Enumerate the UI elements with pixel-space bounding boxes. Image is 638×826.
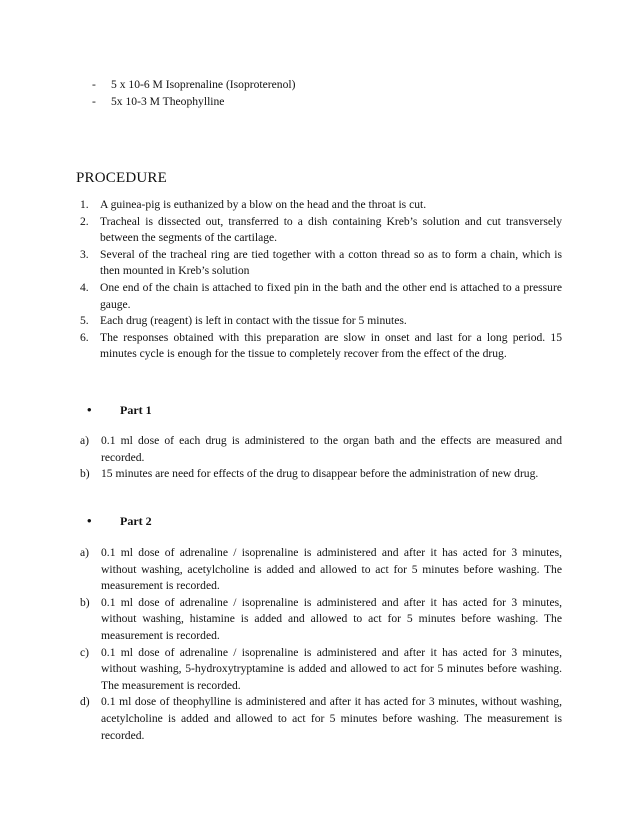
item-text: 0.1 ml dose of adrenaline / isoprenaline is administered and after it has acted for 3 minutes, without washing, 5-hydroxytryptamine is added and allowed to act for 5 minutes before washing. The measurement is recorded. [101,645,562,692]
part2-title: Part 2 [120,513,152,528]
item-text: 0.1 ml dose of each drug is administered to the organ bath and the effects are measured and recorded. [101,434,562,464]
procedure-step [80,330,562,363]
part1-item [80,433,562,466]
step-number: 3. [80,247,89,261]
step-text: Tracheal is dissected out, transferred to a dish containing Kreb’s solution and cut transversely between the segments of the cartilage. [100,214,562,245]
procedure-steps [80,197,562,363]
step-text: One end of the chain is attached to fixed pin in the bath and the other end is attached to a pressure gauge. [100,280,562,311]
part2-item [80,694,562,744]
procedure-step [80,313,562,330]
reagent-text: 5x 10-3 M Theophylline [111,95,225,108]
part2-item [80,595,562,645]
item-letter: a) [80,434,90,447]
item-letter: d) [80,695,90,709]
step-text: Several of the tracheal ring are tied together with a cotton thread so as to form a chain, which is then mounted in Kreb’s solution [100,247,562,278]
bullet-icon: • [87,513,92,528]
part2-list [80,545,562,744]
reagent-text: 5 x 10-6 M Isoprenaline (Isoproterenol) [111,78,296,91]
part2-heading [87,513,152,529]
bullet-icon: • [87,402,92,417]
step-text: The responses obtained with this preparation are slow in onset and last for a long period. 15 minutes cycle is enough for the tissue to completely recover from the effect of the drug. [100,330,562,361]
item-text: 15 minutes are need for effects of the drug to disappear before the administration of new drug. [101,467,539,481]
item-letter: c) [80,645,90,659]
item-letter: b) [80,595,90,609]
item-letter: b) [80,467,90,481]
part2-item [80,645,562,695]
part1-list [80,433,562,483]
step-number: 2. [80,214,89,228]
reagent-list [92,76,562,110]
step-number: 4. [80,280,89,294]
procedure-step [80,280,562,313]
step-number: 5. [80,314,89,328]
step-number: 1. [80,198,89,211]
part1-heading [87,402,152,418]
reagent-item [92,76,562,93]
item-letter: a) [80,546,90,559]
step-text: A guinea-pig is euthanized by a blow on the head and the throat is cut. [100,198,427,211]
item-text: 0.1 ml dose of adrenaline / isoprenaline is administered and after it has acted for 3 minutes, without washing, acetylcholine is added and allowed to act for 5 minutes before washing. The measurement is recorded. [101,546,562,593]
procedure-heading: PROCEDURE [76,170,167,186]
part1-title: Part 1 [120,402,152,417]
step-number: 6. [80,330,89,344]
procedure-step [80,247,562,280]
list-dash: - [92,95,96,108]
step-text: Each drug (reagent) is left in contact with the tissue for 5 minutes. [100,314,407,328]
procedure-step [80,214,562,247]
reagent-item [92,93,562,110]
list-dash: - [92,78,96,91]
procedure-step [80,197,562,214]
part1-item [80,466,562,483]
item-text: 0.1 ml dose of theophylline is administered and after it has acted for 3 minutes, without washing, acetylcholine is added and allowed to act for 5 minutes before washing. The measurement is recorded. [101,695,562,742]
part2-item [80,545,562,595]
item-text: 0.1 ml dose of adrenaline / isoprenaline is administered and after it has acted for 3 minutes, without washing, histamine is added and allowed to act for 5 minutes before washing. The measurement is recorded. [101,595,562,642]
